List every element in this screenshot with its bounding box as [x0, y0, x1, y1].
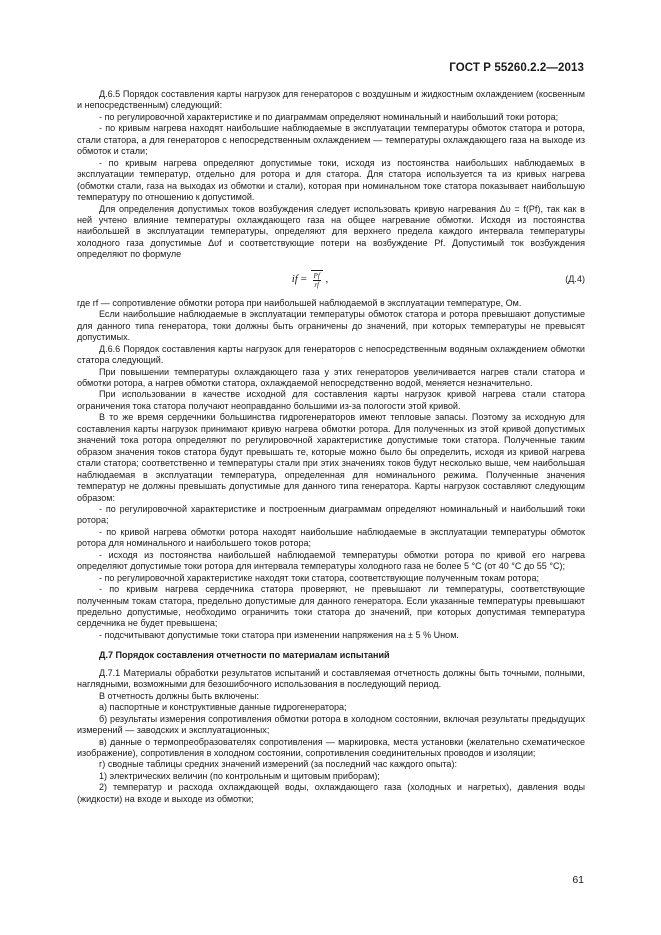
paragraph: Д.7.1 Материалы обработки результатов испытаний и составляемая отчетность должны быть точными, полными, наглядными, возможными для безошибочного использования в последующий период. [77, 667, 585, 690]
page-number: 61 [572, 874, 584, 886]
paragraph: - по кривым нагрева находят наибольшие наблюдаемые в эксплуатации температуры обмоток статора и ротора, стали статора, а для генераторов с непосредственным охлаждением — температуры охлаждающего газа на выходе из обмоток и стали; [77, 123, 585, 157]
paragraph: - по регулировочной характеристике и построенным диаграммам определяют номинальный и наибольший токи ротора; [77, 503, 585, 526]
list-item: 2) температур и расхода охлаждающей воды, охлаждающего газа (холодных и нагретых), давления воды (жидкости) на входе и выходе из обмотки; [77, 782, 585, 804]
formula-d4 [77, 261, 585, 298]
square-root [311, 270, 323, 289]
formula-equals: = [300, 272, 307, 285]
document-body [77, 89, 585, 805]
list-item: б) результаты измерения сопротивления обмотки ротора в холодном состоянии, включая результаты предыдущих измерений — заводских и эксплуатационных; [77, 713, 585, 736]
paragraph: - по кривой нагрева обмотки ротора находят наибольшие наблюдаемые в эксплуатации температуры обмоток ротора для номинального и наибольшего токов ротора; [77, 526, 585, 549]
paragraph: При повышении температуры охлаждающего газа у этих генераторов увеличивается нагрев стали статора и обмотки ротора, а нагрев обмотки статора, охлаждаемой непосредственно водой, меняется незначительно. [77, 366, 585, 388]
formula-numerator: Pf [313, 271, 320, 280]
formula-denominator: rf [314, 280, 319, 289]
paragraph: Если наибольшие наблюдаемые в эксплуатации температуры обмоток статора и ротора превышают допустимые для данного типа генератора, токи должны быть ограничены до значений, при которых температуры не превысят допустимых. [77, 309, 585, 343]
paragraph: В отчетность должны быть включены: [99, 690, 260, 701]
list-item: а) паспортные и конструктивные данные гидрогенератора; [99, 702, 347, 713]
list-item: в) данные о термопреобразователях сопротивления — маркировка, места установки (желательно схематическое изображение), сопротивления в холодном состоянии, сопротивления соединительных проводов и изоляции; [77, 736, 585, 759]
paragraph: Д.6.6 Порядок составления карты нагрузок для генераторов с непосредственным водяным охлаждением обмотки статора следующий. [77, 343, 585, 366]
document-header: ГОСТ Р 55260.2.2—2013 [449, 62, 584, 74]
paragraph: При использовании в качестве исходной для составления карты нагрузок кривой нагрева стали статора ограничения тока статора получают неоправданно большими из-за пологости этой кривой. [77, 389, 585, 411]
paragraph: В то же время сердечники большинства гидрогенераторов имеют тепловые запасы. Поэтому за исходную для составления карты нагрузок принимают кривую нагрева обмотки ротора. Для полученных из этой кривой допустимых значений тока ротора определяют по регулировочной характеристике допустимые токи статора. Полученные таким образом значения токов статора будут превышать те, которые можно было бы определить, исходя из кривой нагрева стали статора; соответственно и температуры стали при этих значениях токов будут несколько выше, чем наибольшая наблюдаемая в эксплуатации температура, определенная для номинального режима. Полученные значения температур не должны превышать допустимые для данного типа генератора. Карты нагрузок составляют следующим образом: [77, 412, 585, 503]
paragraph: - по регулировочной характеристике находят токи статора, соответствующие полученным токам ротора; [99, 572, 539, 583]
paragraph: - по регулировочной характеристике и по диаграммам определяют номинальный и наибольший токи ротора; [99, 111, 559, 122]
list-item: 1) электрических величин (по контрольным и щитовым приборам); [99, 770, 380, 781]
paragraph: Д.6.5 Порядок составления карты нагрузок для генераторов с воздушным и жидкостным охлаждением (косвенным и непосредственным) следующий: [77, 89, 585, 111]
paragraph: - по кривым нагрева определяют допустимые токи, исходя из постоянства наибольших наблюдаемых в эксплуатации температур, отдельно для ротора и для статора. Для статора используется та из кривых нагрева (обмотки стали, газа на выходах из обмотки и стали), которая при номинальном токе статора показывает наибольшую температуру по отношению к допустимой. [77, 157, 585, 203]
formula-tail: , [325, 272, 329, 285]
paragraph: - по кривым нагрева сердечника статора проверяют, не превышают ли температуры, соответствующие полученным токам статора, предельно допустимые для данного генератора. Если указанные температуры превышают предельно допустимые, необходимо ограничить токи статора до значений, при которых допустимая температура сердечника не будет превышена; [77, 584, 585, 629]
formula-expression [77, 270, 535, 289]
formula-fraction [313, 272, 321, 289]
formula-number: (Д.4) [565, 273, 585, 284]
paragraph: - исходя из постоянства наибольшей наблюдаемой температуры обмотки ротора по кривой его нагрева определяют допустимые токи ротора для интервала температуры холодного газа не более 5 °С (от 40 °С до 55 °С); [77, 549, 585, 572]
paragraph: где rf — сопротивление обмотки ротора при наибольшей наблюдаемой в эксплуатации температуре, Ом. [77, 297, 522, 308]
formula-lhs: if [291, 272, 298, 285]
list-item: г) сводные таблицы средних значений измерений (за последний час каждого опыта): [99, 759, 457, 770]
paragraph: - подсчитывают допустимые токи статора при изменении напряжения на ± 5 % Uном. [99, 629, 459, 640]
section-heading: Д.7 Порядок составления отчетности по материалам испытаний [99, 650, 390, 661]
paragraph: Для определения допустимых токов возбуждения следует использовать кривую нагревания Δυ = f(Pf), так как в ней учтено влияние температуры охлаждающего газа на общее нагревание обмотки. Исходя из постоянства наибольшей в эксплуатации температуры, определяют для верхнего предела каждого интервала температуры холодного газа допустимые Δυf и соответствующие потери на возбуждение Pf. Допустимый ток возбуждения определяют по формуле [77, 203, 585, 260]
